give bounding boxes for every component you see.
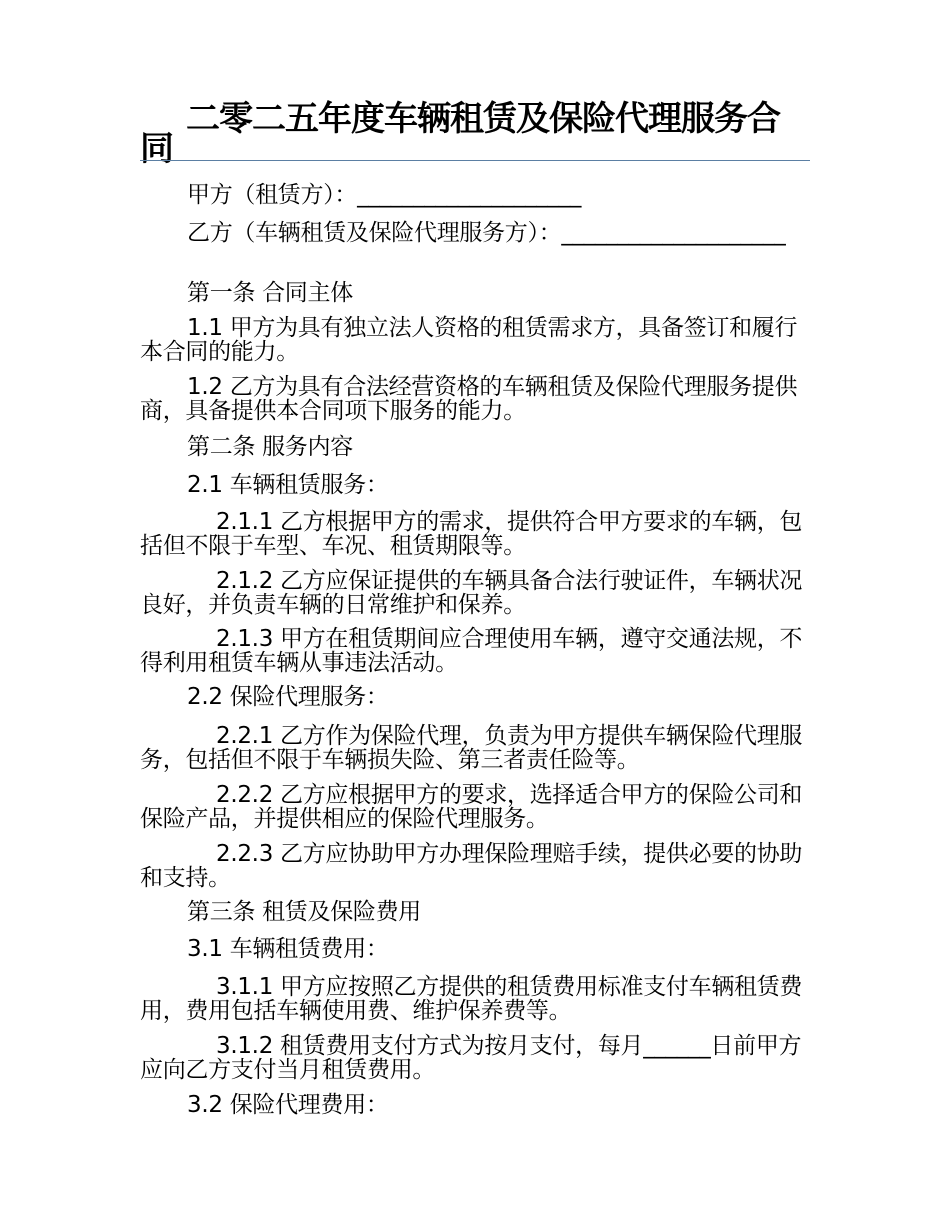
title-underline [140,160,810,161]
clause-3-1-2: 3.1.2 租赁费用支付方式为按月支付，每月______日前甲方应向乙方支付当月租赁费用。 [140,1033,802,1083]
party-a-line: 甲方（租赁方）：____________________ [187,182,582,208]
article-2-heading: 第二条 服务内容 [187,434,353,460]
clause-1-2: 1.2 乙方为具有合法经营资格的车辆租赁及保险代理服务提供商，具备提供本合同项下服务的能力。 [140,374,798,424]
article-3-heading: 第三条 租赁及保险费用 [187,899,422,925]
clause-2-2-3: 2.2.3 乙方应协助甲方办理保险理赔手续，提供必要的协助和支持。 [140,841,803,891]
clause-2-2: 2.2 保险代理服务： [187,684,389,710]
clause-2-2-2: 2.2.2 乙方应根据甲方的要求，选择适合甲方的保险公司和保险产品，并提供相应的保险代理服务。 [140,782,803,832]
clause-3-1: 3.1 车辆租赁费用： [187,936,389,962]
clause-2-2-1: 2.2.1 乙方作为保险代理，负责为甲方提供车辆保险代理服务，包括但不限于车辆损失险、第三者责任险等。 [140,723,803,773]
clause-2-1: 2.1 车辆租赁服务： [187,472,389,498]
document-title: 二零二五年度车辆租赁及保险代理服务合同 [140,99,780,169]
clause-1-1: 1.1 甲方为具有独立法人资格的租赁需求方，具备签订和履行本合同的能力。 [140,315,798,365]
clause-3-2: 3.2 保险代理费用： [187,1092,389,1118]
article-1-heading: 第一条 合同主体 [187,280,353,306]
clause-2-1-1: 2.1.1 乙方根据甲方的需求，提供符合甲方要求的车辆，包括但不限于车型、车况、租赁期限等。 [140,509,803,559]
party-b-line: 乙方（车辆租赁及保险代理服务方）：____________________ [187,220,786,246]
clause-2-1-3: 2.1.3 甲方在租赁期间应合理使用车辆，遵守交通法规，不得利用租赁车辆从事违法活动。 [140,626,803,676]
clause-2-1-2: 2.1.2 乙方应保证提供的车辆具备合法行驶证件，车辆状况良好，并负责车辆的日常维护和保养。 [140,568,803,618]
clause-3-1-1: 3.1.1 甲方应按照乙方提供的租赁费用标准支付车辆租赁费用，费用包括车辆使用费、维护保养费等。 [140,974,803,1024]
